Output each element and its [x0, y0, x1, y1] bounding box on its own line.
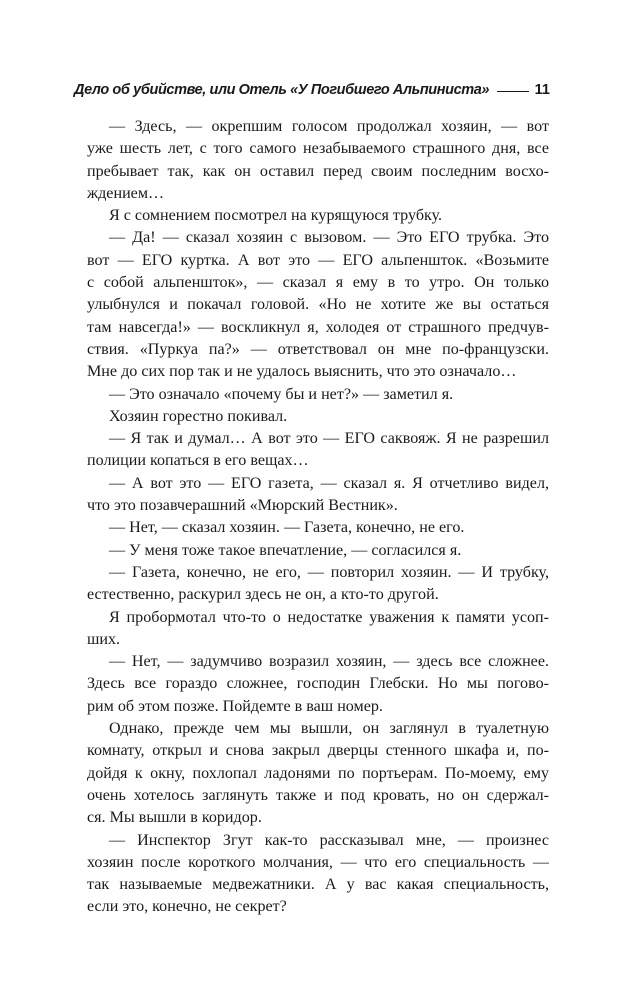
paragraph [87, 227, 549, 383]
paragraph [87, 562, 549, 607]
text-line: комнату, открыл и снова закрыл дверцы стенного шкафа и, по- [87, 742, 549, 760]
text-line: если это, конечно, не секрет? [87, 898, 287, 916]
text-line: — Это означало «почему бы и нет?» — заметил я. [109, 385, 454, 403]
text-line: ствия. «Пуркуа па?» — ответствовал он мне по-французски. [87, 340, 549, 358]
page-number: 11 [534, 82, 550, 98]
text-line: естественно, раскурил здесь не он, а кто-то другой. [87, 586, 439, 604]
paragraph [87, 607, 549, 652]
text-line: хозяин после короткого молчания, — что его специальность — [87, 853, 549, 871]
paragraph [87, 718, 549, 829]
text-line: дойдя к окну, похлопал ладонями по портьерам. По-моему, ему [87, 764, 549, 782]
paragraph [87, 116, 549, 205]
text-line: Хозяин горестно покивал. [109, 407, 288, 425]
paragraph [87, 205, 549, 227]
text-line: Мне до сих пор так и не удалось выяснить, что это означало… [87, 363, 517, 381]
text-line: — Здесь, — окрепшим голосом продолжал хозяин, — вот [109, 118, 549, 135]
text-line: улыбнулся и покачал головой. «Но не хотите же вы остаться [87, 296, 549, 314]
running-title: Дело об убийстве, или Отель «У Погибшего Альпиниста» [74, 82, 490, 98]
paragraph [87, 517, 549, 539]
text-line: — У меня тоже такое впечатление, — согласился я. [109, 541, 462, 559]
text-line: — Нет, — задумчиво возразил хозяин, — здесь все сложнее. [109, 653, 549, 671]
text-line: ших. [87, 630, 121, 648]
text-line: Я с сомнением посмотрел на курящуюся трубку. [109, 207, 443, 225]
text-line: ся. Мы вышли в коридор. [87, 809, 262, 827]
paragraph [87, 651, 549, 718]
paragraph [87, 540, 549, 562]
text-line: ждением… [87, 184, 165, 202]
text-line: Однако, прежде чем мы вышли, он заглянул в туалетную [109, 720, 549, 738]
text-line: Я пробормотал что-то о недостатке уважения к памяти усоп- [109, 608, 549, 626]
text-line: — Да! — сказал хозяин с вызовом. — Это ЕГО трубка. Это [109, 229, 549, 247]
text-line: так называемые медвежатники. А у вас какая специальность, [87, 876, 549, 894]
text-line: там навсегда!» — воскликнул я, холодея от страшного предчув- [87, 318, 549, 336]
paragraph [87, 473, 549, 518]
running-header [74, 79, 550, 101]
text-line: очень хотелось заглянуть также и под кровать, но он сдержал- [87, 786, 549, 804]
body-text [87, 116, 549, 919]
text-line: вот — ЕГО куртка. А вот это — ЕГО альпеншток. «Возьмите [87, 251, 549, 269]
paragraph [87, 830, 549, 919]
text-line: Здесь все гораздо сложнее, господин Глебски. Но мы погово- [87, 675, 549, 693]
text-line: рим об этом позже. Пойдемте в ваш номер. [87, 697, 383, 715]
text-line: что это позавчерашний «Мюрский Вестник». [87, 497, 398, 515]
text-line: с собой альпеншток», — сказал я ему в то утро. Он только [87, 274, 549, 292]
paragraph [87, 406, 549, 428]
text-line: — Я так и думал… А вот это — ЕГО саквояж. Я не разрешил [109, 430, 549, 448]
paragraph [87, 428, 549, 473]
header-rule [497, 91, 529, 92]
paragraph [87, 384, 549, 406]
text-line: уже шесть лет, с того самого незабываемого страшного дня, все [87, 140, 549, 158]
text-line: — Инспектор Згут как-то рассказывал мне, — произнес [109, 831, 549, 849]
text-line: — А вот это — ЕГО газета, — сказал я. Я отчетливо видел, [109, 474, 549, 492]
text-line: — Нет, — сказал хозяин. — Газета, конечно, не его. [109, 519, 465, 537]
text-line: пребывает так, как он оставил перед своим последним восхо- [87, 162, 549, 180]
text-line: — Газета, конечно, не его, — повторил хозяин. — И трубку, [109, 563, 549, 581]
text-line: полиции копаться в его вещах… [87, 452, 309, 470]
